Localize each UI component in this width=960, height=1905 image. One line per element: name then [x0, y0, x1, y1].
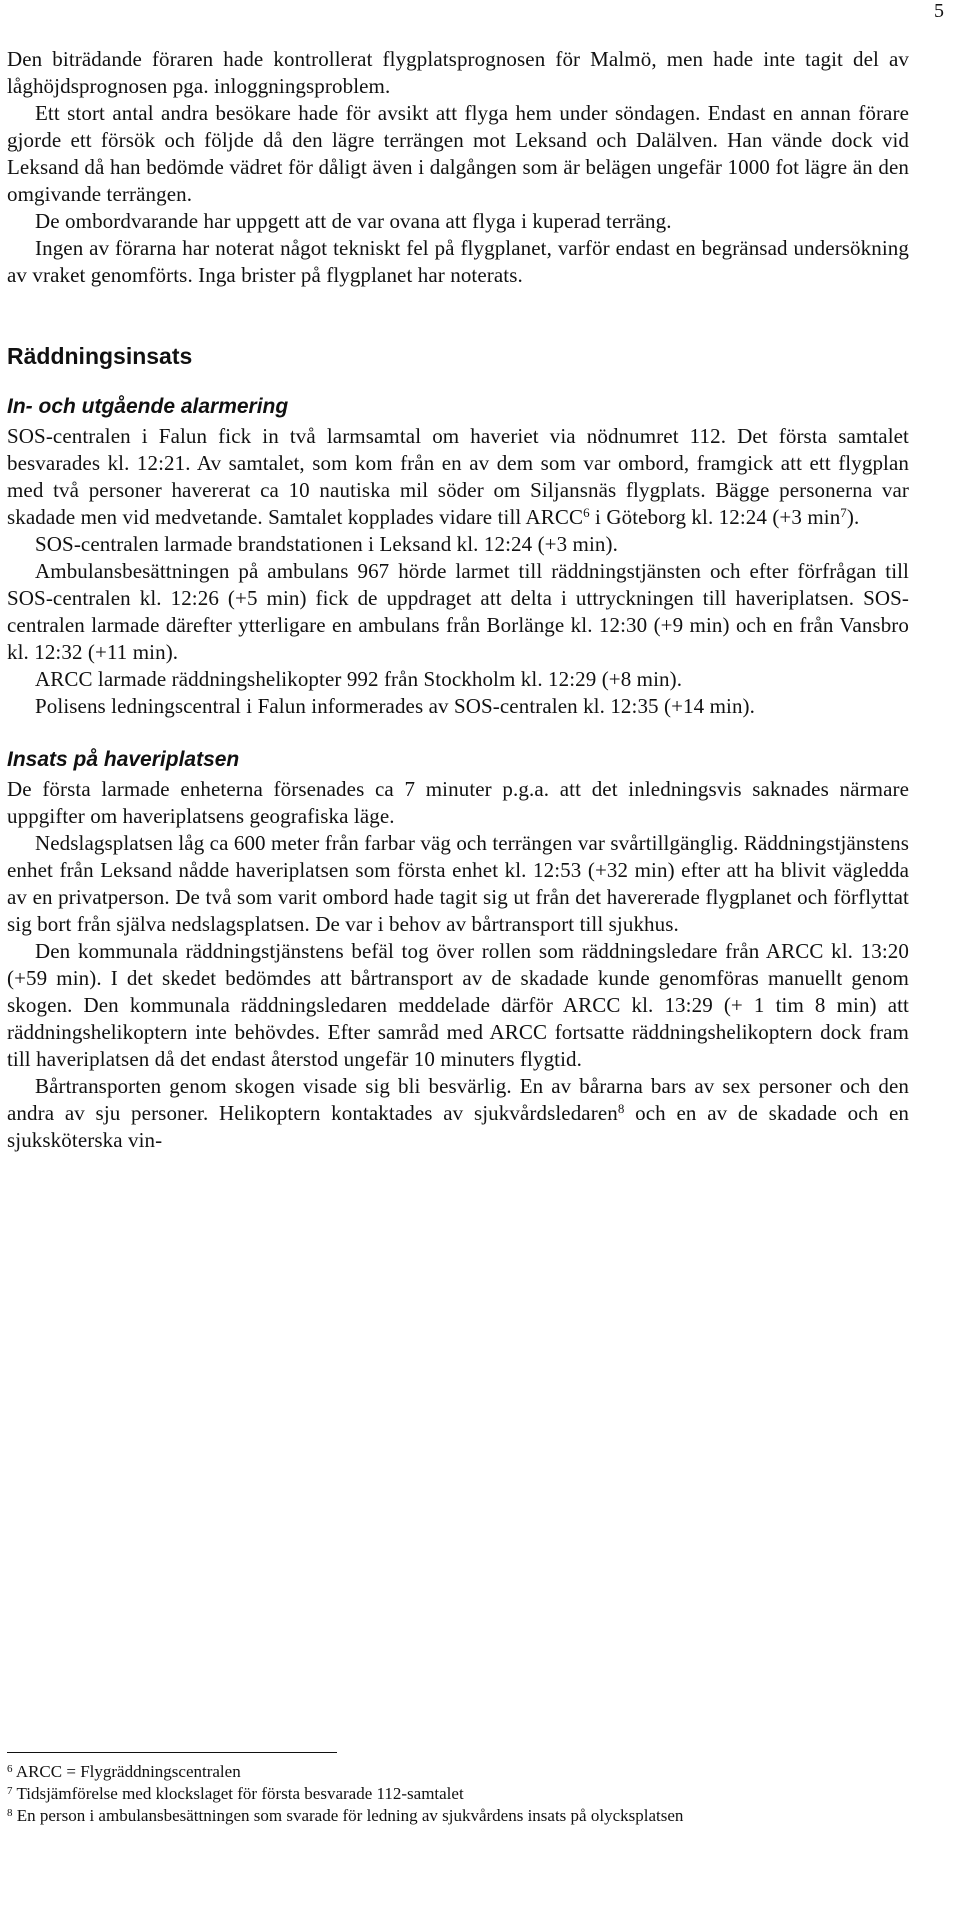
page-number: 5 [934, 0, 944, 22]
footnote-divider [7, 1752, 337, 1753]
footnote-number: 6 [7, 1763, 13, 1775]
footnote-number: 8 [7, 1807, 13, 1819]
footnote-text: En person i ambulansbesättningen som svarade för ledning av sjukvårdens insats på olycksplatsen [16, 1806, 684, 1825]
intro-paragraph-2: Ett stort antal andra besökare hade för avsikt att flyga hem under söndagen. Endast en annan förare gjorde ett försök och följde då den lägre terrängen mot Leksand och Dalälven. Han vände dock vid Leksand då han bedömde vädret för dåligt även i dalgången som är belägen ungefär 1000 fot lägre än den omgivande terrängen. [7, 101, 909, 206]
site-paragraph-1: De första larmade enheterna försenades ca 7 minuter p.g.a. att det inledningsvis saknades närmare uppgifter om haveriplatsens geografiska läge. [7, 777, 909, 828]
site-paragraph-4-text-b: och en av de skadade och en sjuksköterska vin- [7, 1101, 910, 1152]
site-heading: Insats på haveriplatsen [7, 748, 240, 771]
alarm-paragraph-2: SOS-centralen larmade brandstationen i Leksand kl. 12:24 (+3 min). [35, 532, 618, 556]
footnotes [7, 1752, 909, 1827]
site-paragraph-3: Den kommunala räddningstjänstens befäl tog över rollen som räddningsledare från ARCC kl. 13:20 (+59 min). I det skedet bedömdes att bårtransport av de skadade kunde genomföras manuellt genom skogen. Den kommunala räddningsledaren meddelade därför ARCC kl. 13:29 (+ 1 tim 8 min) att räddningshelikoptern inte behövdes. Efter samråd med ARCC fortsatte räddningshelikoptern dock fram till haveriplatsen då det endast återstod ungefär 10 minuters flygtid. [7, 939, 909, 1071]
alarm-heading: In- och utgående alarmering [7, 395, 289, 418]
alarm-paragraph-5: Polisens ledningscentral i Falun informerades av SOS-centralen kl. 12:35 (+14 min). [35, 694, 756, 718]
site-paragraph-4-text-a: Bårtransporten genom skogen visade sig bli besvärlig. En av bårarna bars av sex personer och den andra av sju personer. Helikoptern kontaktades av sjukvårdsledaren [7, 1074, 909, 1125]
footnote-text: Tidsjämförelse med klockslaget för första besvarade 112-samtalet [16, 1784, 464, 1803]
document-body [7, 46, 909, 1154]
intro-paragraph-4: Ingen av förarna har noterat något tekniskt fel på flygplanet, varför endast en begränsad undersökning av vraket genomförts. Inga brister på flygplanet har noterats. [7, 236, 909, 287]
footnote-ref-7: 7 [840, 505, 847, 520]
intro-paragraph-1: Den biträdande föraren hade kontrollerat flygplatsprognosen för Malmö, men hade inte tagit del av låghöjdsprognosen pga. inloggningsproblem. [7, 47, 909, 98]
alarm-paragraph-3: Ambulansbesättningen på ambulans 967 hörde larmet till räddningstjänsten och efter förfrågan till SOS-centralen kl. 12:26 (+5 min) fick de uppdraget att delta i uttryckningen till haveriplatsen. SOS-centralen larmade därefter ytterligare en ambulans från Borlänge kl. 12:30 (+9 min) och en från Vansbro kl. 12:32 (+11 min). [7, 559, 909, 664]
footnote-8 [7, 1805, 909, 1827]
site-paragraph-4 [7, 1073, 909, 1154]
site-paragraph-2: Nedslagsplatsen låg ca 600 meter från farbar väg och terrängen var svårtillgänglig. Räddningstjänstens enhet från Leksand nådde haveriplatsen som första enhet kl. 12:53 (+32 min) efter att ha blivit vägledda av en privatperson. De två som varit ombord hade tagit sig ut från det havererade flygplanet och förflyttat sig bort från själva nedslagsplatsen. De var i behov av bårtransport till sjukhus. [7, 831, 909, 936]
footnote-text: ARCC = Flygräddningscentralen [15, 1762, 241, 1781]
section-title: Räddningsinsats [7, 343, 193, 369]
footnote-ref-8: 8 [617, 1101, 625, 1116]
alarm-paragraph-1 [7, 423, 909, 531]
alarm-paragraph-4: ARCC larmade räddningshelikopter 992 från Stockholm kl. 12:29 (+8 min). [35, 667, 683, 691]
alarm-paragraph-1-text-b: i Göteborg kl. 12:24 (+3 min [589, 505, 841, 529]
alarm-paragraph-1-text-a: SOS-centralen i Falun fick in två larmsamtal om haveriet via nödnumret 112. Det första samtalet besvarades kl. 12:21. Av samtalet, som kom från en av dem som var ombord, framgick att ett flygplan med två personer havererat ca 10 nautiska mil söder om Siljansnäs flygplats. Bägge personerna var skadade men vid medvetande. Samtalet kopplades vidare till ARCC [7, 424, 909, 529]
intro-paragraph-3: De ombordvarande har uppgett att de var ovana att flyga i kuperad terräng. [35, 209, 672, 233]
footnote-7 [7, 1783, 909, 1805]
alarm-paragraph-1-text-c: ). [846, 505, 860, 529]
footnote-ref-6: 6 [583, 505, 590, 520]
footnote-6 [7, 1761, 909, 1783]
footnote-number: 7 [7, 1785, 13, 1797]
